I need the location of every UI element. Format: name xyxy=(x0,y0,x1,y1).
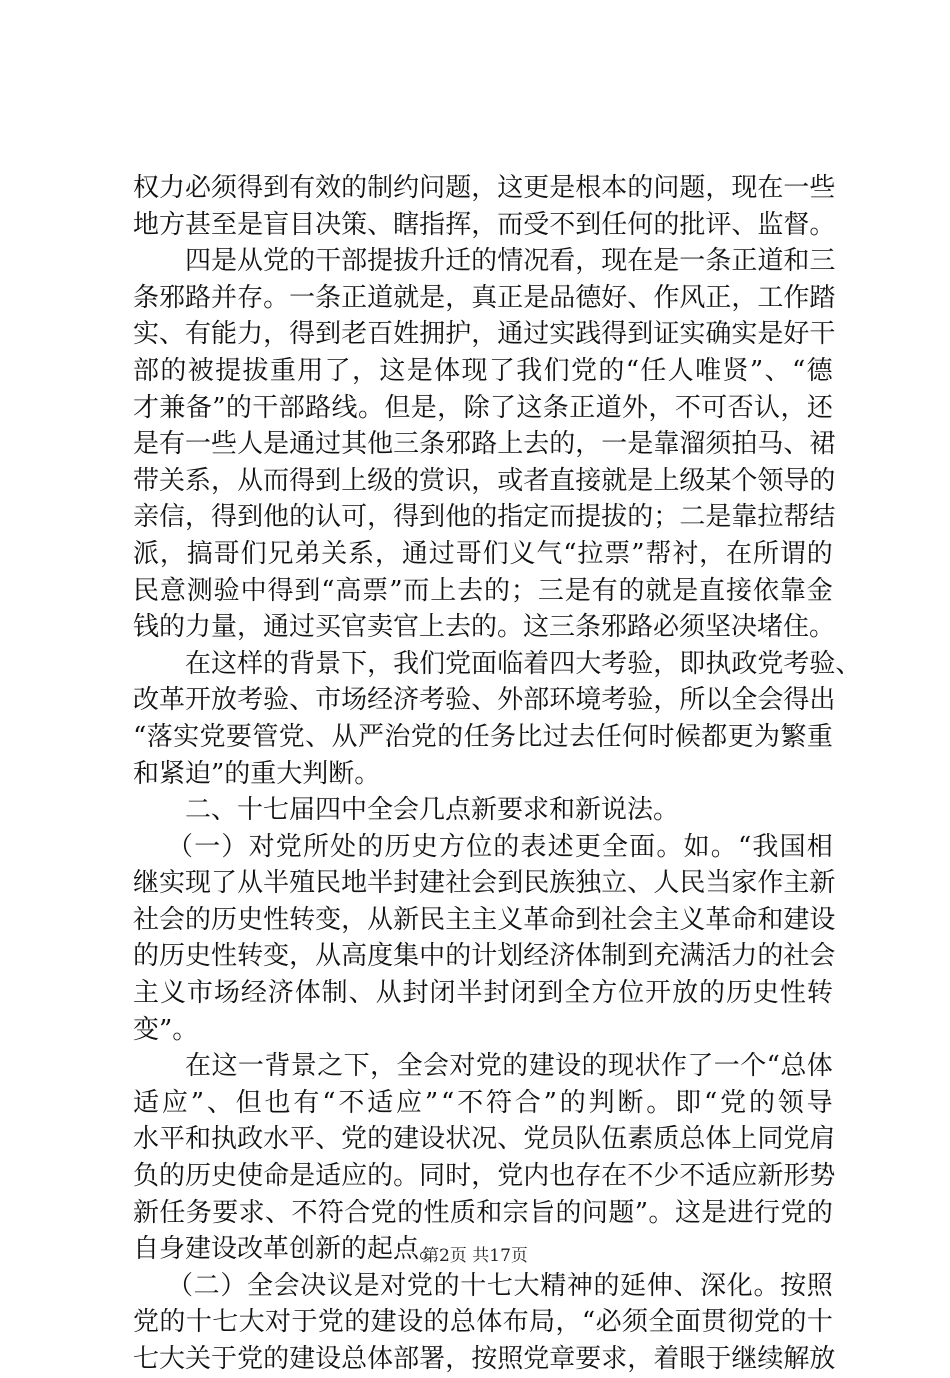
text-line: 改 革 开 放 考 验 、 市 场 经 济 考 验 、 外 部 环 境 考 验 ， 所 以 全 会 得 出 xyxy=(133,685,836,716)
text-line: 是 有 一 些 人 是 通 过 其 他 三 条 邪 路 上 去 的 ， 一 是 靠 溜 须 拍 马 、 裙 xyxy=(133,429,836,460)
text-line: 主 义 市 场 经 济 体 制 、 从 封 闭 半 封 闭 到 全 方 位 开 放 的 历 史 性 转 xyxy=(133,978,833,1009)
text-line: 在 这 样 的 背 景 下 ， 我 们 党 面 临 着 四 大 考 验 ， 即 执 政 党 考 验 、 xyxy=(185,648,862,679)
text-line: 部 的 被 提 拔 重 用 了 ， 这 是 体 现 了 我 们 党 的 “ 任 人 唯 贤 ” 、 “ 德 xyxy=(133,355,833,386)
text-line: 才 兼 备 ” 的 干 部 路 线 。 但 是 ， 除 了 这 条 正 道 外 ， 不 可 否 认 ， 还 xyxy=(133,392,833,423)
text-line: 适 应 ” 、 但 也 有 “ 不 适 应 ” “ 不 符 合 ” 的 判 断 。 即 “ 党 的 领 导 xyxy=(133,1087,833,1118)
text-line: 继 实 现 了 从 半 殖 民 地 半 封 建 社 会 到 民 族 独 立 、 人 民 当 家 作 主 新 xyxy=(133,868,836,899)
text-line: 的 历 史 性 转 变 ， 从 高 度 集 中 的 计 划 经 济 体 制 到 充 满 活 力 的 社 会 xyxy=(133,941,836,972)
text-line: （ 一 ） 对 党 所 处 的 历 史 方 位 的 表 述 更 全 面 。 如 。 “ 我 国 相 xyxy=(167,831,833,862)
text-line: 在 这 一 背 景 之 下 ， 全 会 对 党 的 建 设 的 现 状 作 了 一 个 “ 总 体 xyxy=(185,1051,833,1082)
text-line: 派 ， 搞 哥 们 兄 弟 关 系 ， 通 过 哥 们 义 气 “ 拉 票 ” 帮 衬 ， 在 所 谓 的 xyxy=(133,538,833,569)
text-line: 新 任 务 要 求 、 不 符 合 党 的 性 质 和 宗 旨 的 问 题 ” 。 这 是 进 行 党 的 xyxy=(133,1197,833,1228)
text-line: 水 平 和 执 政 水 平 、 党 的 建 设 状 况 、 党 员 队 伍 素 质 总 体 上 同 党 肩 xyxy=(133,1124,836,1155)
text-line: 四 是 从 党 的 干 部 提 拔 升 迁 的 情 况 看 ， 现 在 是 一 条 正 道 和 三 xyxy=(185,246,836,277)
text-line: 党 的 十 七 大 对 于 党 的 建 设 的 总 体 布 局 ， “ 必 须 全 面 贯 彻 党 的 十 xyxy=(133,1307,833,1338)
text-line: 条 邪 路 并 存 。 一 条 正 道 就 是 ， 真 正 是 品 德 好 、 作 风 正 ， 工 作 踏 xyxy=(133,282,836,313)
text-line: “ 落 实 党 要 管 党 、 从 严 治 党 的 任 务 比 过 去 任 何 时 候 都 更 为 繁 重 xyxy=(133,721,833,752)
page-footer: 第2页 共17页 xyxy=(422,1246,528,1266)
text-line: （ 二 ） 全 会 决 议 是 对 党 的 十 七 大 精 神 的 延 伸 、 深 化 。 按 照 xyxy=(167,1270,833,1301)
text-line: 七 大 关 于 党 的 建 设 总 体 部 署 ， 按 照 党 章 要 求 ， 着 眼 于 继 续 解 放 xyxy=(133,1344,836,1374)
text-line: 自身建设改革创新的起点。 xyxy=(133,1234,446,1265)
text-line: 实 、 有 能 力 ， 得 到 老 百 姓 拥 护 ， 通 过 实 践 得 到 证 实 确 实 是 好 干 xyxy=(133,319,836,350)
text-line: 带 关 系 ， 从 而 得 到 上 级 的 赏 识 ， 或 者 直 接 就 是 上 级 某 个 领 导 的 xyxy=(133,465,836,496)
text-line: 亲 信 ， 得 到 他 的 认 可 ， 得 到 他 的 指 定 而 提 拔 的 ； 二 是 靠 拉 帮 结 xyxy=(133,502,836,533)
text-line: 民 意 测 验 中 得 到 “ 高 票 ” 而 上 去 的 ； 三 是 有 的 就 是 直 接 依 靠 金 xyxy=(133,575,833,606)
text-line: 钱的力量，通过买官卖官上去的。这三条邪路必须坚决堵住。 xyxy=(133,612,836,643)
text-line: 地 方 甚 至 是 盲 目 决 策 、 瞎 指 挥 ， 而 受 不 到 任 何 的 批 评 、 监 督 。 xyxy=(133,209,836,240)
document-body xyxy=(133,170,862,1378)
text-line: 社 会 的 历 史 性 转 变 ， 从 新 民 主 主 义 革 命 到 社 会 主 义 革 命 和 建 设 xyxy=(133,904,836,935)
text-line: 和紧迫”的重大判断。 xyxy=(133,758,381,789)
text-line: 负 的 历 史 使 命 是 适 应 的 。 同 时 ， 党 内 也 存 在 不 少 不 适 应 新 形 势 xyxy=(133,1161,836,1192)
text-line: 变”。 xyxy=(133,1014,199,1045)
text-line: 二、十七届四中全会几点新要求和新说法。 xyxy=(185,795,680,826)
text-line: 权 力 必 须 得 到 有 效 的 制 约 问 题 ， 这 更 是 根 本 的 问 题 ， 现 在 一 些 xyxy=(133,173,836,203)
